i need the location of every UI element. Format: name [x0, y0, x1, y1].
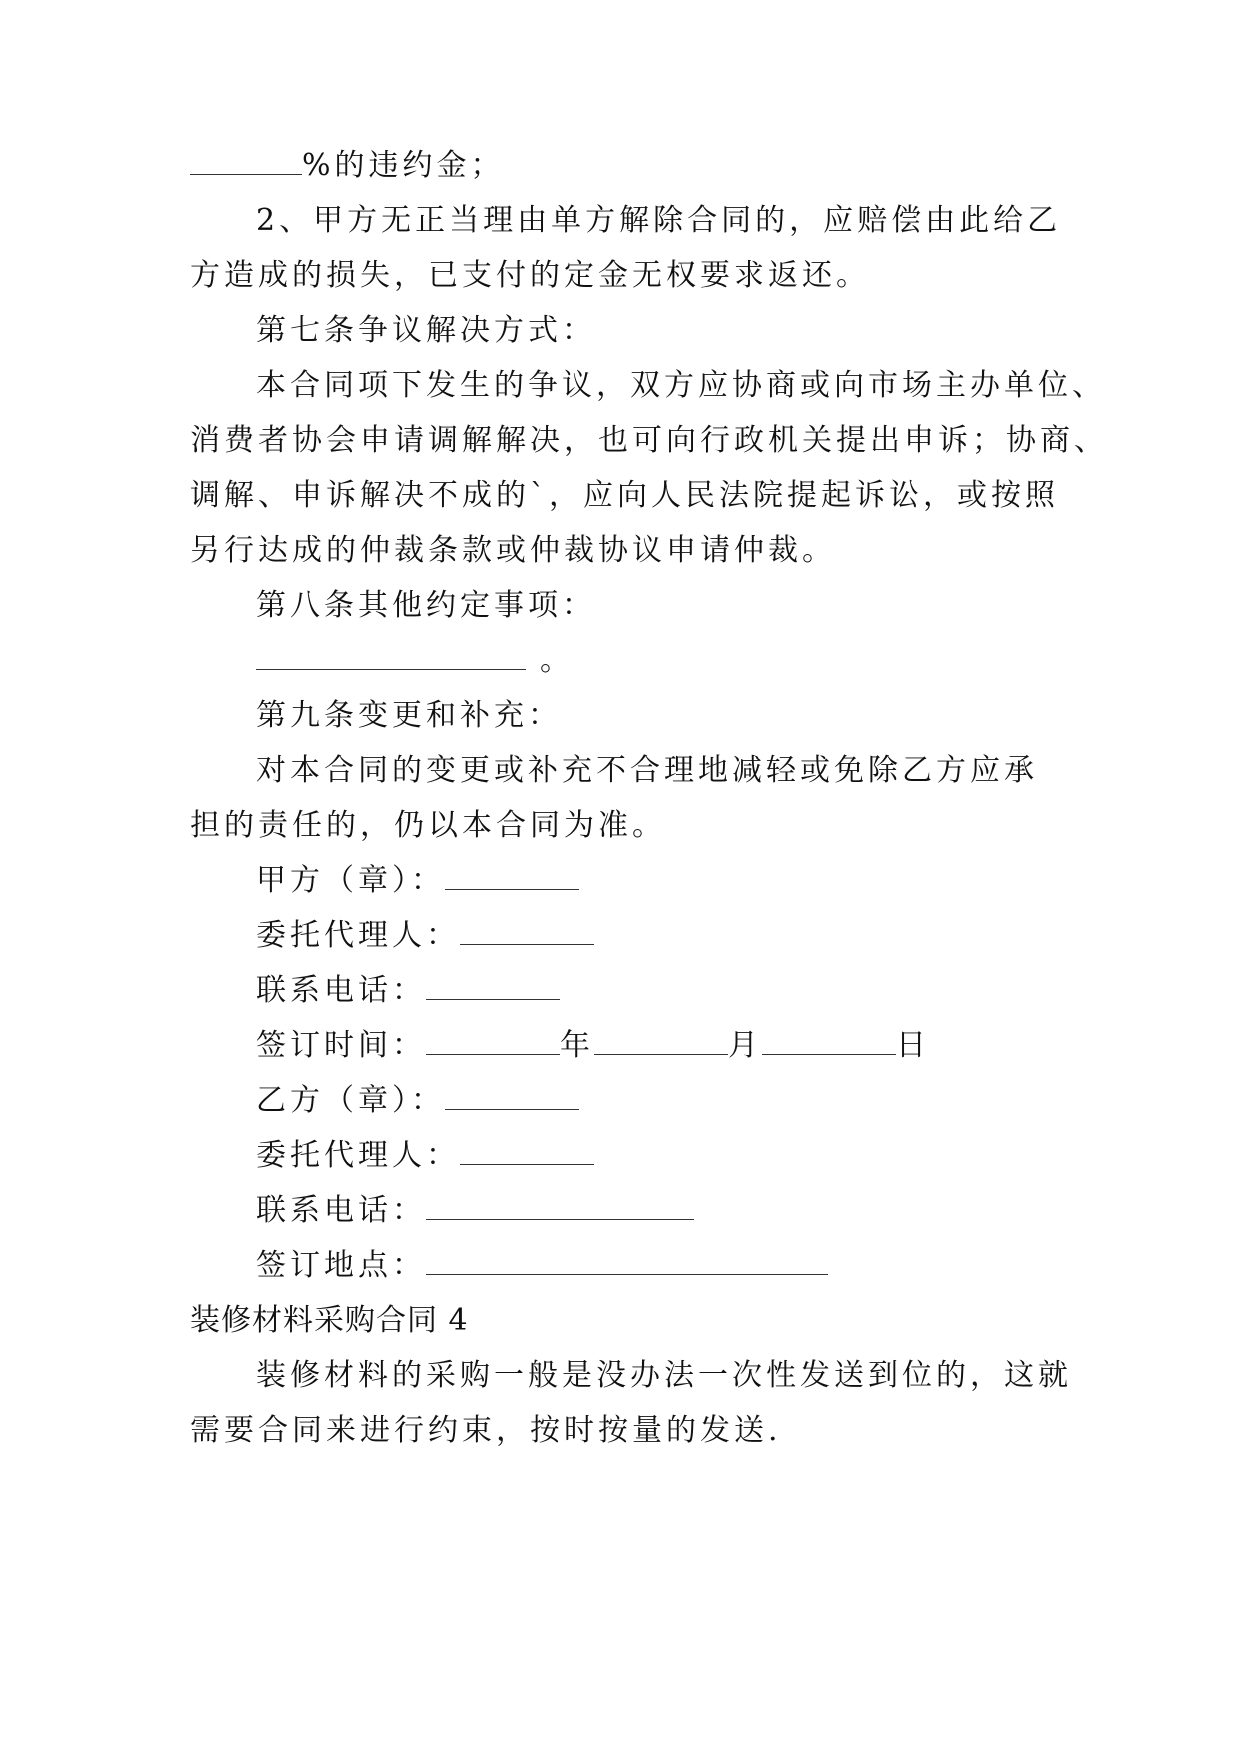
party-a-seal-blank — [445, 863, 579, 890]
article-7-line-2: 消费者协会申请调解解决，也可向行政机关提出申诉；协商、 — [190, 423, 1108, 458]
article-9-line-1: 对本合同的变更或补充不合理地减轻或免除乙方应承 — [256, 753, 1038, 788]
month-label: 月 — [728, 1028, 762, 1063]
year-blank — [426, 1028, 560, 1055]
party-a-agent-label: 委托代理人： — [256, 918, 460, 953]
section-title: 装修材料采购合同 4 — [190, 1303, 469, 1338]
party-a-seal-line — [256, 861, 1060, 901]
article-8-blank-line — [256, 641, 1060, 681]
party-a-phone-label: 联系电话： — [256, 973, 426, 1008]
party-a-phone-line — [256, 971, 1060, 1011]
sign-date-label: 签订时间： — [256, 1028, 426, 1063]
party-b-agent-line — [256, 1136, 1060, 1176]
article-9-line-2: 担的责任的，仍以本合同为准。 — [190, 808, 666, 843]
section-paragraph-line-2: 需要合同来进行约束，按时按量的发送. — [190, 1413, 782, 1448]
article-7-line-3: 调解、申诉解决不成的`，应向人民法院提起诉讼，或按照 — [190, 478, 1059, 513]
party-b-seal-label: 乙方（章）： — [256, 1083, 445, 1118]
party-b-phone-label: 联系电话： — [256, 1193, 426, 1228]
clause-2-line-2: 方造成的损失，已支付的定金无权要求返还。 — [190, 258, 870, 293]
party-b-seal-blank — [445, 1083, 579, 1110]
clause-2-line-1: 2、甲方无正当理由单方解除合同的，应赔偿由此给乙 — [256, 203, 1062, 238]
party-b-agent-label: 委托代理人： — [256, 1138, 460, 1173]
party-a-agent-blank — [460, 918, 594, 945]
party-b-phone-line — [256, 1191, 1060, 1231]
article-8-heading: 第八条其他约定事项： — [256, 588, 596, 623]
party-b-seal-line — [256, 1081, 1060, 1121]
penalty-rate-text: %的违约金； — [302, 148, 505, 183]
sign-date-line — [256, 1026, 1060, 1066]
month-blank — [594, 1028, 728, 1055]
penalty-rate-blank — [190, 148, 302, 175]
article-7-line-1: 本合同项下发生的争议，双方应协商或向市场主办单位、 — [256, 368, 1106, 403]
other-terms-blank — [256, 643, 526, 670]
other-terms-period: 。 — [540, 643, 574, 678]
sign-place-blank — [426, 1248, 828, 1275]
penalty-rate-line — [190, 146, 1060, 186]
year-label: 年 — [560, 1028, 594, 1063]
article-7-heading: 第七条争议解决方式： — [256, 313, 596, 348]
party-a-agent-line — [256, 916, 1060, 956]
day-label: 日 — [896, 1028, 930, 1063]
sign-place-label: 签订地点： — [256, 1248, 426, 1283]
article-9-heading: 第九条变更和补充： — [256, 698, 562, 733]
section-paragraph-line-1: 装修材料的采购一般是没办法一次性发送到位的，这就 — [256, 1358, 1072, 1393]
day-blank — [762, 1028, 896, 1055]
party-a-phone-blank — [426, 973, 560, 1000]
party-b-agent-blank — [460, 1138, 594, 1165]
party-a-seal-label: 甲方（章）： — [256, 863, 445, 898]
party-b-phone-blank — [426, 1193, 694, 1220]
sign-place-line — [256, 1246, 1060, 1286]
article-7-line-4: 另行达成的仲裁条款或仲裁协议申请仲裁。 — [190, 533, 836, 568]
